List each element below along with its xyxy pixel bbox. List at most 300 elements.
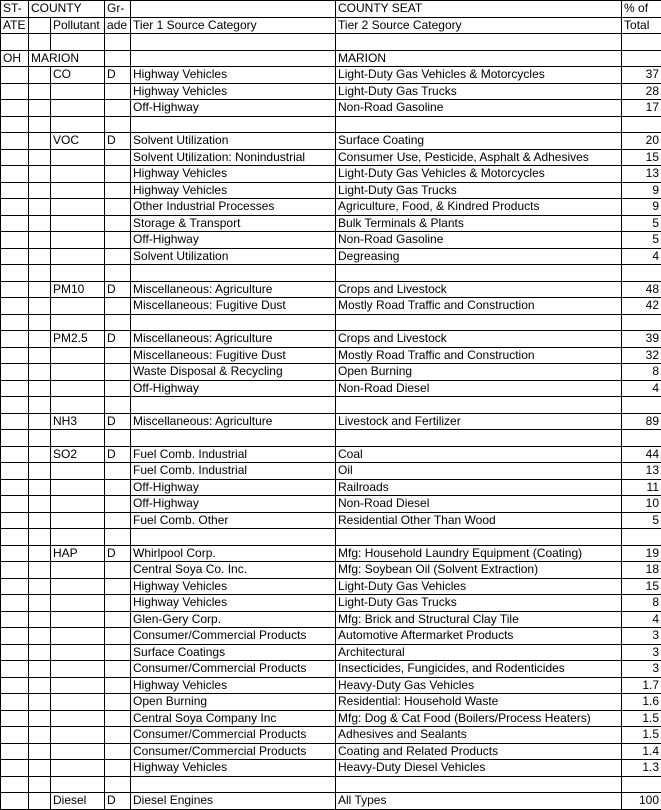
county-cell [29,512,51,529]
tier2-cell: Heavy-Duty Diesel Vehicles [336,760,622,777]
percent-cell: 4 [622,380,661,397]
tier2-cell: Crops and Livestock [336,331,622,348]
pollutant-cell [51,677,105,694]
tier2-cell: Livestock and Fertilizer [336,413,622,430]
state-cell [1,166,29,183]
pollutant-cell [51,595,105,612]
table-row [1,463,661,480]
percent-cell: 1.6 [622,694,661,711]
table-row [1,397,661,414]
county-cell [29,281,51,298]
tier2-cell [336,314,622,331]
pollutant-cell: Diesel [51,793,105,810]
state-cell [1,199,29,216]
percent-cell: 4 [622,611,661,628]
pollutant-cell [51,529,105,546]
tier1-cell: Highway Vehicles [131,67,336,84]
state-cell [1,149,29,166]
state-cell [1,694,29,711]
tier2-cell: Open Burning [336,364,622,381]
header-cell-state: ATE [1,17,29,34]
county-cell [29,133,51,150]
grade-cell [105,694,131,711]
tier2-cell: Mfg: Household Laundry Equipment (Coating) [336,545,622,562]
table-row [1,430,661,447]
tier1-cell: Open Burning [131,694,336,711]
state-cell: OH [1,50,29,67]
tier2-cell: Non-Road Gasoline [336,232,622,249]
pollutant-cell [51,727,105,744]
tier1-cell: Miscellaneous: Agriculture [131,331,336,348]
table-row [1,34,661,51]
county-cell [29,364,51,381]
percent-cell: 3 [622,628,661,645]
table-row [1,380,661,397]
pollutant-cell [51,182,105,199]
county-cell [29,182,51,199]
grade-cell [105,397,131,414]
tier2-cell: Residential: Household Waste [336,694,622,711]
table-row [1,776,661,793]
percent-cell: 44 [622,446,661,463]
percent-cell: 9 [622,199,661,216]
pollutant-cell [51,34,105,51]
pollutant-cell [51,743,105,760]
county-cell [29,479,51,496]
grade-cell: D [105,793,131,810]
percent-cell: 17 [622,100,661,117]
tier1-cell: Diesel Engines [131,793,336,810]
county-cell [29,232,51,249]
state-cell [1,611,29,628]
percent-cell [622,34,661,51]
pollutant-cell [51,578,105,595]
percent-cell: 89 [622,413,661,430]
grade-cell [105,743,131,760]
county-cell [29,347,51,364]
grade-cell [105,380,131,397]
tier1-cell: Off-Highway [131,100,336,117]
grade-cell [105,661,131,678]
percent-cell [622,430,661,447]
pollutant-cell [51,116,105,133]
table-row [1,314,661,331]
tier2-cell: Architectural [336,644,622,661]
percent-cell: 4 [622,248,661,265]
grade-cell [105,347,131,364]
grade-cell: D [105,545,131,562]
percent-cell [622,776,661,793]
county-cell [29,562,51,579]
tier2-cell: Light-Duty Gas Vehicles & Motorcycles [336,166,622,183]
table-row [1,100,661,117]
tier2-cell: Mfg: Brick and Structural Clay Tile [336,611,622,628]
state-cell [1,133,29,150]
pollutant-cell: SO2 [51,446,105,463]
county-cell [29,298,51,315]
grade-cell: D [105,446,131,463]
county-cell [29,215,51,232]
percent-cell: 5 [622,512,661,529]
table-row [1,595,661,612]
grade-cell [105,710,131,727]
state-cell [1,446,29,463]
table-row [1,331,661,348]
tier1-cell: Surface Coatings [131,644,336,661]
percent-cell: 28 [622,83,661,100]
grade-cell [105,727,131,744]
table-row [1,50,661,67]
tier1-cell [131,34,336,51]
header-cell-county: COUNTY [29,1,105,18]
pollutant-cell [51,215,105,232]
state-cell [1,743,29,760]
percent-cell [622,116,661,133]
state-cell [1,628,29,645]
pollutant-cell [51,83,105,100]
tier1-cell [131,430,336,447]
state-cell [1,677,29,694]
tier1-cell [131,50,336,67]
state-cell [1,644,29,661]
tier2-cell: Residential Other Than Wood [336,512,622,529]
state-cell [1,380,29,397]
percent-cell [622,397,661,414]
tier2-cell: Non-Road Gasoline [336,100,622,117]
grade-cell [105,232,131,249]
grade-cell [105,644,131,661]
county-cell [29,397,51,414]
state-cell [1,298,29,315]
grade-cell: D [105,331,131,348]
tier1-cell: Consumer/Commercial Products [131,743,336,760]
pollutant-cell [51,166,105,183]
grade-cell [105,512,131,529]
percent-cell: 15 [622,578,661,595]
state-cell [1,331,29,348]
county-cell [29,776,51,793]
table-row [1,199,661,216]
county-cell [29,199,51,216]
header-cell-blank [131,1,336,18]
percent-cell: 5 [622,215,661,232]
tier2-cell: Light-Duty Gas Trucks [336,595,622,612]
county-cell [29,100,51,117]
tier2-cell: Oil [336,463,622,480]
tier2-cell [336,776,622,793]
tier2-cell: Mfg: Soybean Oil (Solvent Extraction) [336,562,622,579]
state-cell [1,776,29,793]
pollutant-cell [51,710,105,727]
state-cell [1,215,29,232]
state-cell [1,545,29,562]
state-cell [1,463,29,480]
state-cell [1,116,29,133]
county-cell [29,496,51,513]
percent-cell: 37 [622,67,661,84]
pollutant-cell: PM10 [51,281,105,298]
pollutant-cell [51,611,105,628]
tier1-cell: Waste Disposal & Recycling [131,364,336,381]
state-cell [1,578,29,595]
county-cell [29,413,51,430]
tier2-cell [336,265,622,282]
tier1-cell: Miscellaneous: Agriculture [131,281,336,298]
grade-cell [105,116,131,133]
percent-cell: 48 [622,281,661,298]
grade-cell [105,166,131,183]
pollutant-cell [51,397,105,414]
header-cell-grade: Gr- [105,1,131,18]
tier2-cell: Coating and Related Products [336,743,622,760]
table-row [1,727,661,744]
table-body [1,1,661,810]
grade-cell [105,248,131,265]
county-cell [29,34,51,51]
tier1-cell: Glen-Gery Corp. [131,611,336,628]
county-cell [29,611,51,628]
percent-cell: 13 [622,463,661,480]
pollutant-cell: CO [51,67,105,84]
table-row [1,298,661,315]
pollutant-cell [51,694,105,711]
tier1-cell: Highway Vehicles [131,578,336,595]
pollutant-cell [51,248,105,265]
header-cell-tier2: Tier 2 Source Category [336,17,622,34]
grade-cell [105,34,131,51]
county-cell [29,760,51,777]
state-cell [1,496,29,513]
percent-cell [622,529,661,546]
county-cell [29,628,51,645]
state-cell [1,364,29,381]
percent-cell: 39 [622,331,661,348]
percent-cell: 32 [622,347,661,364]
state-cell [1,182,29,199]
pollutant-cell: PM2.5 [51,331,105,348]
state-cell [1,562,29,579]
tier2-cell: Automotive Aftermarket Products [336,628,622,645]
state-cell [1,248,29,265]
state-cell [1,793,29,810]
county-cell [29,430,51,447]
tier1-cell: Solvent Utilization [131,133,336,150]
percent-cell: 1.4 [622,743,661,760]
table-row [1,446,661,463]
tier1-cell: Miscellaneous: Agriculture [131,413,336,430]
table-row [1,83,661,100]
tier1-cell: Solvent Utilization [131,248,336,265]
county-cell [29,67,51,84]
table-row [1,67,661,84]
tier2-cell: Mostly Road Traffic and Construction [336,298,622,315]
tier2-cell: Railroads [336,479,622,496]
county-cell [29,314,51,331]
grade-cell [105,628,131,645]
state-cell [1,265,29,282]
grade-cell [105,199,131,216]
county-cell [29,463,51,480]
percent-cell: 20 [622,133,661,150]
tier1-cell: Fuel Comb. Other [131,512,336,529]
tier2-cell: Heavy-Duty Gas Vehicles [336,677,622,694]
table-row [1,677,661,694]
table-row [1,644,661,661]
grade-cell [105,496,131,513]
percent-cell: 8 [622,595,661,612]
percent-cell: 9 [622,182,661,199]
header-cell-grade: ade [105,17,131,34]
county-cell [29,116,51,133]
county-cell [29,83,51,100]
tier1-cell [131,265,336,282]
table-row [1,182,661,199]
tier1-cell: Fuel Comb. Industrial [131,463,336,480]
percent-cell: 1.5 [622,727,661,744]
percent-cell: 11 [622,479,661,496]
tier1-cell: Highway Vehicles [131,677,336,694]
tier1-cell: Miscellaneous: Fugitive Dust [131,298,336,315]
table-row [1,710,661,727]
percent-cell: 13 [622,166,661,183]
state-cell [1,529,29,546]
pollutant-cell [51,314,105,331]
state-cell [1,595,29,612]
tier2-cell: Non-Road Diesel [336,496,622,513]
grade-cell: D [105,67,131,84]
grade-cell: D [105,133,131,150]
state-cell [1,760,29,777]
table-row [1,149,661,166]
header-cell-pollutant: Pollutant [51,17,105,34]
tier2-cell: Light-Duty Gas Vehicles & Motorcycles [336,67,622,84]
percent-cell: 1.3 [622,760,661,777]
pollutant-cell [51,298,105,315]
grade-cell [105,50,131,67]
county-cell [29,265,51,282]
state-cell [1,661,29,678]
county-cell [29,331,51,348]
tier1-cell [131,314,336,331]
tier2-cell: Agriculture, Food, & Kindred Products [336,199,622,216]
tier1-cell: Central Soya Company Inc [131,710,336,727]
tier2-cell [336,34,622,51]
percent-cell: 42 [622,298,661,315]
table-row [1,743,661,760]
tier1-cell: Consumer/Commercial Products [131,628,336,645]
grade-cell [105,182,131,199]
header-cell-state: ST- [1,1,29,18]
grade-cell [105,149,131,166]
grade-cell [105,677,131,694]
grade-cell [105,215,131,232]
pollutant-cell [51,562,105,579]
pollutant-cell [51,347,105,364]
percent-cell: 8 [622,364,661,381]
tier1-cell: Other Industrial Processes [131,199,336,216]
tier1-cell: Consumer/Commercial Products [131,661,336,678]
tier1-cell: Miscellaneous: Fugitive Dust [131,347,336,364]
pollutant-cell: HAP [51,545,105,562]
header-row [1,17,661,34]
tier2-cell: Mostly Road Traffic and Construction [336,347,622,364]
tier1-cell: Off-Highway [131,380,336,397]
pollutant-cell [51,149,105,166]
tier1-cell: Highway Vehicles [131,595,336,612]
percent-cell: 5 [622,232,661,249]
tier2-cell [336,397,622,414]
county-cell [29,710,51,727]
tier2-cell: Light-Duty Gas Trucks [336,83,622,100]
percent-cell: 3 [622,644,661,661]
county-cell [29,166,51,183]
state-cell [1,727,29,744]
tier2-cell: Degreasing [336,248,622,265]
state-cell [1,281,29,298]
table-row [1,529,661,546]
county-cell [29,677,51,694]
pollutant-cell [51,199,105,216]
tier1-cell: Highway Vehicles [131,760,336,777]
header-cell-total: Total [622,17,661,34]
grade-cell [105,479,131,496]
header-cell-tier1: Tier 1 Source Category [131,17,336,34]
percent-cell [622,314,661,331]
table-row [1,545,661,562]
county-cell [29,661,51,678]
grade-cell [105,578,131,595]
table-row [1,578,661,595]
tier1-cell: Consumer/Commercial Products [131,727,336,744]
table-row [1,347,661,364]
tier2-cell: Mfg: Dog & Cat Food (Boilers/Process Heaters) [336,710,622,727]
tier2-cell: Consumer Use, Pesticide, Asphalt & Adhesives [336,149,622,166]
grade-cell [105,760,131,777]
tier1-cell: Central Soya Co. Inc. [131,562,336,579]
tier1-cell [131,776,336,793]
pollutant-cell [51,644,105,661]
tier2-cell: Crops and Livestock [336,281,622,298]
grade-cell [105,100,131,117]
grade-cell [105,430,131,447]
percent-cell [622,265,661,282]
table-row [1,413,661,430]
state-cell [1,347,29,364]
tier1-cell: Fuel Comb. Industrial [131,446,336,463]
tier1-cell: Highway Vehicles [131,166,336,183]
tier2-cell: Adhesives and Sealants [336,727,622,744]
county-cell [29,793,51,810]
state-cell [1,34,29,51]
table-row [1,166,661,183]
pollutant-cell [51,430,105,447]
state-cell [1,479,29,496]
county-cell [29,529,51,546]
table-row [1,628,661,645]
tier1-cell: Solvent Utilization: Nonindustrial [131,149,336,166]
pollutant-cell [51,479,105,496]
county-cell [29,727,51,744]
grade-cell [105,595,131,612]
table-row [1,232,661,249]
tier2-cell: MARION [336,50,622,67]
table-row [1,133,661,150]
state-cell [1,83,29,100]
tier2-cell [336,116,622,133]
tier2-cell [336,430,622,447]
tier1-cell: Storage & Transport [131,215,336,232]
grade-cell: D [105,413,131,430]
